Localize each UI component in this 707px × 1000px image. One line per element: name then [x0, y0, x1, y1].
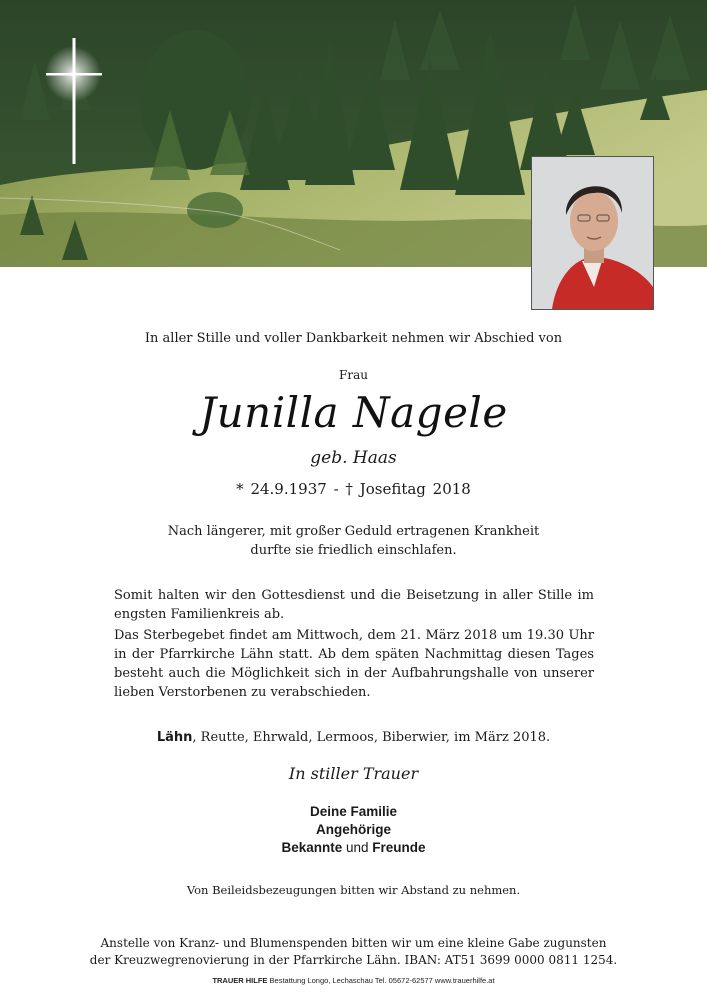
birth-date: 24.9.1937 — [250, 480, 327, 498]
footer-text: Bestattung Longo, Lechaschau Tel. 05672-62577 www.trauerhilfe.at — [267, 976, 495, 985]
illness-line-2: durfte sie friedlich einschlafen. — [250, 543, 457, 558]
mourner-relatives: Angehörige — [315, 822, 391, 837]
funeral-paragraph: Somit halten wir den Gottesdienst und die Beisetzung in aller Stille im engsten Familienkreis ab. — [114, 588, 594, 622]
died-symbol: † — [345, 480, 353, 498]
prayer-paragraph: Das Sterbegebet findet am Mittwoch, dem 21. März 2018 um 19.30 Uhr in der Pfarrkirche Lähn statt. Ab dem späten Nachmittag diesen Tages besteht auch die Möglichkeit sich in der Aufbahrungshalle von unserer lieben Verstorbenen zu verabschieden. — [114, 628, 594, 700]
salutation: Frau — [339, 368, 368, 382]
date-separator: - — [333, 480, 339, 498]
mourner-family: Deine Familie — [309, 804, 398, 819]
portrait-image — [532, 157, 653, 309]
born-symbol: * — [236, 480, 244, 498]
cross-icon — [44, 38, 104, 168]
mourner-acquaintances: Bekannte — [281, 840, 343, 855]
mourners-list — [0, 803, 707, 857]
mourning-heading: In stiller Trauer — [288, 764, 419, 783]
condolence-note: Von Beileidsbezeugungen bitten wir Abstand zu nehmen. — [186, 883, 521, 897]
mourner-friends: Freunde — [372, 840, 426, 855]
portrait-photo — [531, 156, 654, 310]
birth-name: geb. Haas — [310, 448, 397, 468]
footer — [0, 976, 707, 985]
footer-brand: TRAUER HILFE — [212, 976, 268, 985]
places-date — [0, 730, 707, 745]
donation-line-1: Anstelle von Kranz- und Blumenspenden bitten wir um eine kleine Gabe zugunsten — [100, 936, 607, 950]
illness-line-1: Nach längerer, mit großer Geduld ertragenen Krankheit — [167, 524, 540, 539]
donation-line-2: der Kreuzwegrenovierung in der Pfarrkirche Lähn. IBAN: AT51 3699 0000 0811 1254. — [89, 953, 618, 967]
mourner-and: und — [342, 840, 373, 855]
death-date: Josefitag 2018 — [359, 480, 471, 498]
deceased-name: Junilla Nagele — [199, 388, 508, 437]
donation-note — [0, 935, 707, 969]
life-dates — [0, 480, 707, 498]
places-rest: , Reutte, Ehrwald, Lermoos, Biberwier, im März 2018. — [192, 730, 551, 745]
intro-text: In aller Stille und voller Dankbarkeit nehmen wir Abschied von — [144, 331, 563, 346]
place-lahn: Lähn — [156, 730, 193, 745]
illness-text — [0, 522, 707, 560]
